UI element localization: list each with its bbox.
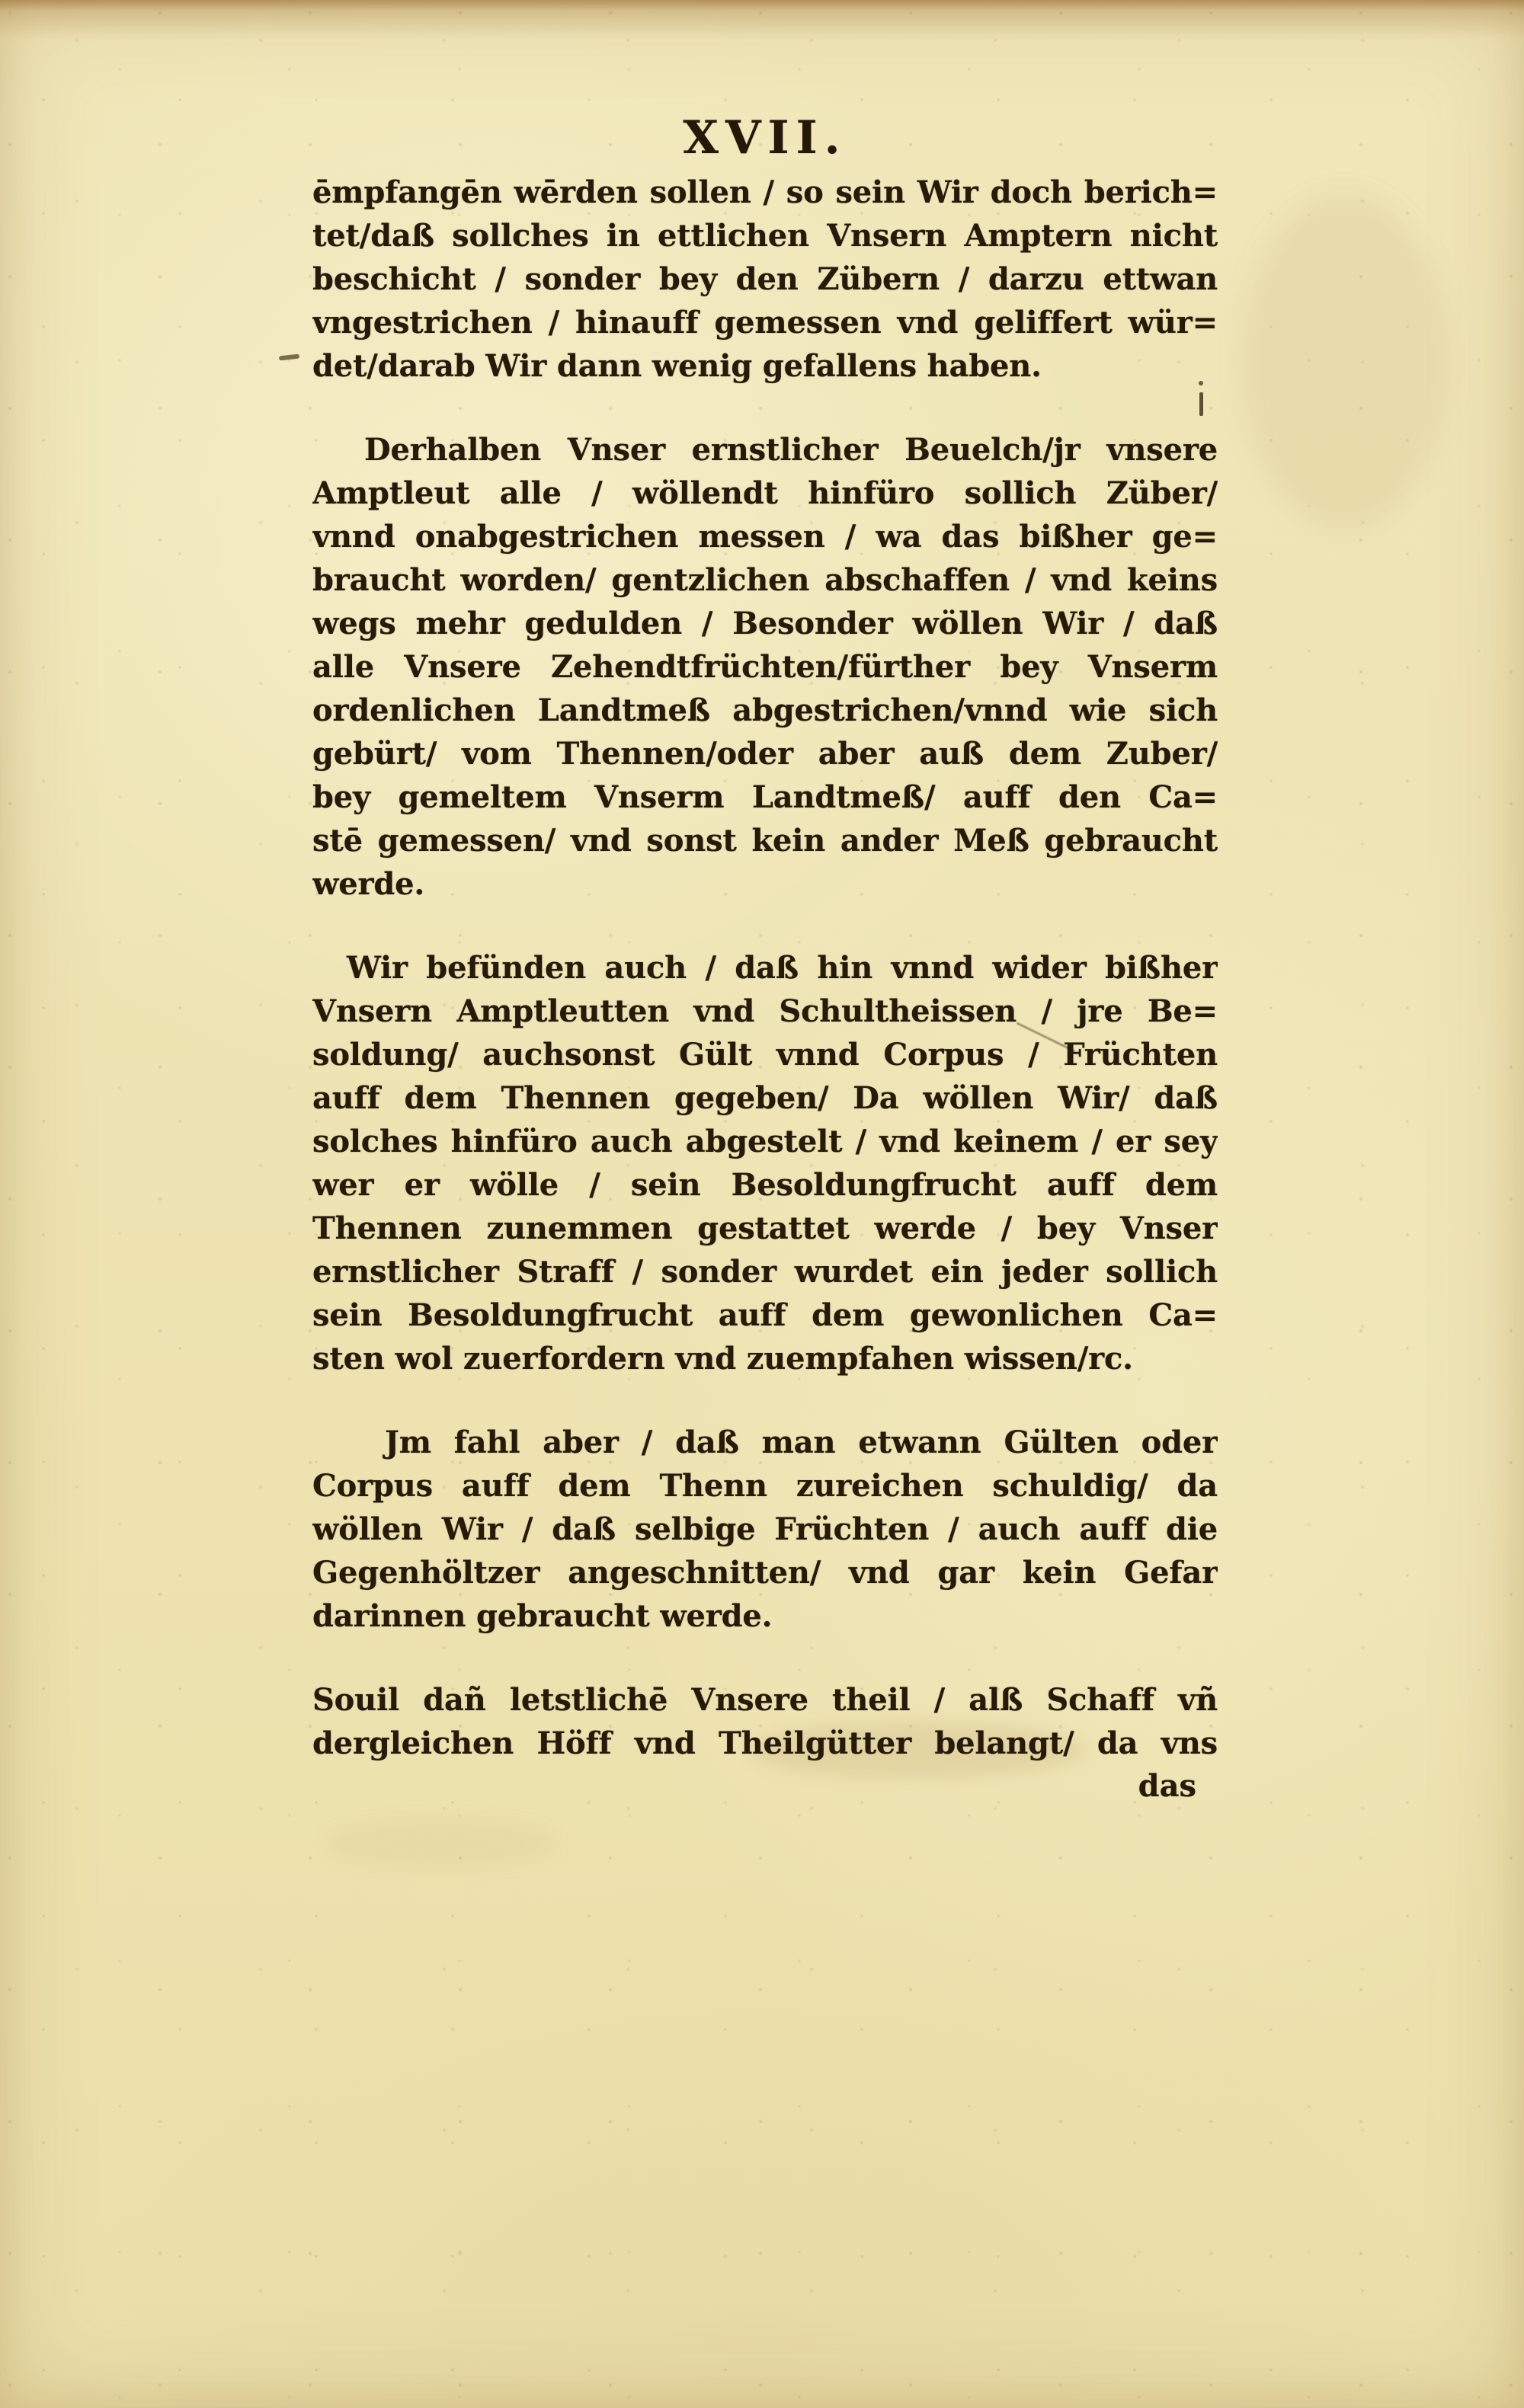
text-line: beschicht / sonder bey den Zübern / darzu ettwan (312, 261, 1218, 297)
text-line: Jm fahl aber / daß man etwann Gülten oder (385, 1425, 1218, 1460)
text-line: darinnen gebraucht werde. (312, 1598, 773, 1634)
text-line: dergleichen Höff vnd Theilgütter belangt/ da vns (312, 1725, 1218, 1761)
text-line: ernstlicher Straff / sonder wurdet ein jeder sollich (312, 1254, 1218, 1290)
text-line: Gegenhöltzer angeschnitten/ vnd gar kein Gefar (312, 1555, 1218, 1591)
text-line: bey gemeltem Vnserm Landtmeß/ auff den Ca= (312, 779, 1218, 815)
text-line: gebürt/ vom Thennen/oder aber auß dem Zuber/ (312, 736, 1218, 772)
text-line: Vnsern Amptleutten vnd Schultheissen / jre Be= (312, 993, 1218, 1029)
text-line: Thennen zunemmen gestattet werde / bey Vnser (312, 1210, 1218, 1246)
text-line: Wir befünden auch / daß hin vnnd wider bißher (347, 950, 1218, 986)
paragraph (312, 946, 1218, 1380)
text-line: ēmpfangēn wērden sollen / so sein Wir doch berich= (312, 174, 1218, 210)
page-top-edge-shading (0, 0, 1524, 40)
paragraph (312, 1421, 1218, 1638)
text-line: det/darab Wir dann wenig gefallens haben. (312, 348, 1042, 384)
text-line: alle Vnsere Zehendtfrüchten/fürther bey Vnserm (312, 649, 1218, 685)
text-line: vnnd onabgestrichen messen / wa das bißher ge= (312, 519, 1218, 555)
text-line: vngestrichen / hinauff gemessen vnd geliffert wür= (312, 305, 1218, 341)
text-line: stē gemessen/ vnd sonst kein ander Meß gebraucht (312, 823, 1218, 859)
text-line: auff dem Thennen gegeben/ Da wöllen Wir/ daß (312, 1080, 1218, 1116)
text-line: wegs mehr gedulden / Besonder wöllen Wir / daß (312, 606, 1218, 641)
page-number-heading: XVII. (683, 111, 847, 165)
paragraph (312, 171, 1218, 388)
text-line: Corpus auff dem Thenn zureichen schuldig/ da (312, 1468, 1218, 1504)
body-text-block (312, 171, 1218, 1805)
text-line: Derhalben Vnser ernstlicher Beuelch/jr vnsere (364, 432, 1218, 468)
text-line: Amptleut alle / wöllendt hinfüro sollich Züber/ (312, 475, 1218, 511)
text-line: sein Besoldungfrucht auff dem gewonlichen Ca= (312, 1297, 1218, 1333)
text-line: wer er wölle / sein Besoldungfrucht auff dem (312, 1167, 1218, 1203)
margin-ink-dash (279, 354, 299, 361)
text-line: wöllen Wir / daß selbige Früchten / auch auff die (312, 1511, 1218, 1547)
catchword-row (312, 1764, 1196, 1808)
text-line: soldung/ auchsonst Gült vnnd Corpus / Früchten (312, 1037, 1218, 1073)
paragraph (312, 428, 1218, 906)
text-line: solches hinfüro auch abgestelt / vnd keinem / er sey (312, 1124, 1218, 1159)
text-line: sten wol zuerfordern vnd zuempfahen wissen/rc. (312, 1341, 1133, 1377)
text-line: tet/daß sollches in ettlichen Vnsern Amptern nicht (312, 218, 1218, 254)
show-through-stain (1242, 194, 1448, 529)
text-line: werde. (312, 866, 425, 902)
text-line: Souil dañ letstlichē Vnsere theil / alß Schaff vñ (312, 1682, 1218, 1718)
text-line: ordenlichen Landtmeß abgestrichen/vnnd wie sich (312, 692, 1218, 728)
text-line: braucht worden/ gentzlichen abschaffen / vnd keins (312, 562, 1218, 598)
show-through-stain (328, 1821, 556, 1866)
paragraph (312, 1678, 1218, 1765)
catchword: das (1138, 1768, 1196, 1804)
